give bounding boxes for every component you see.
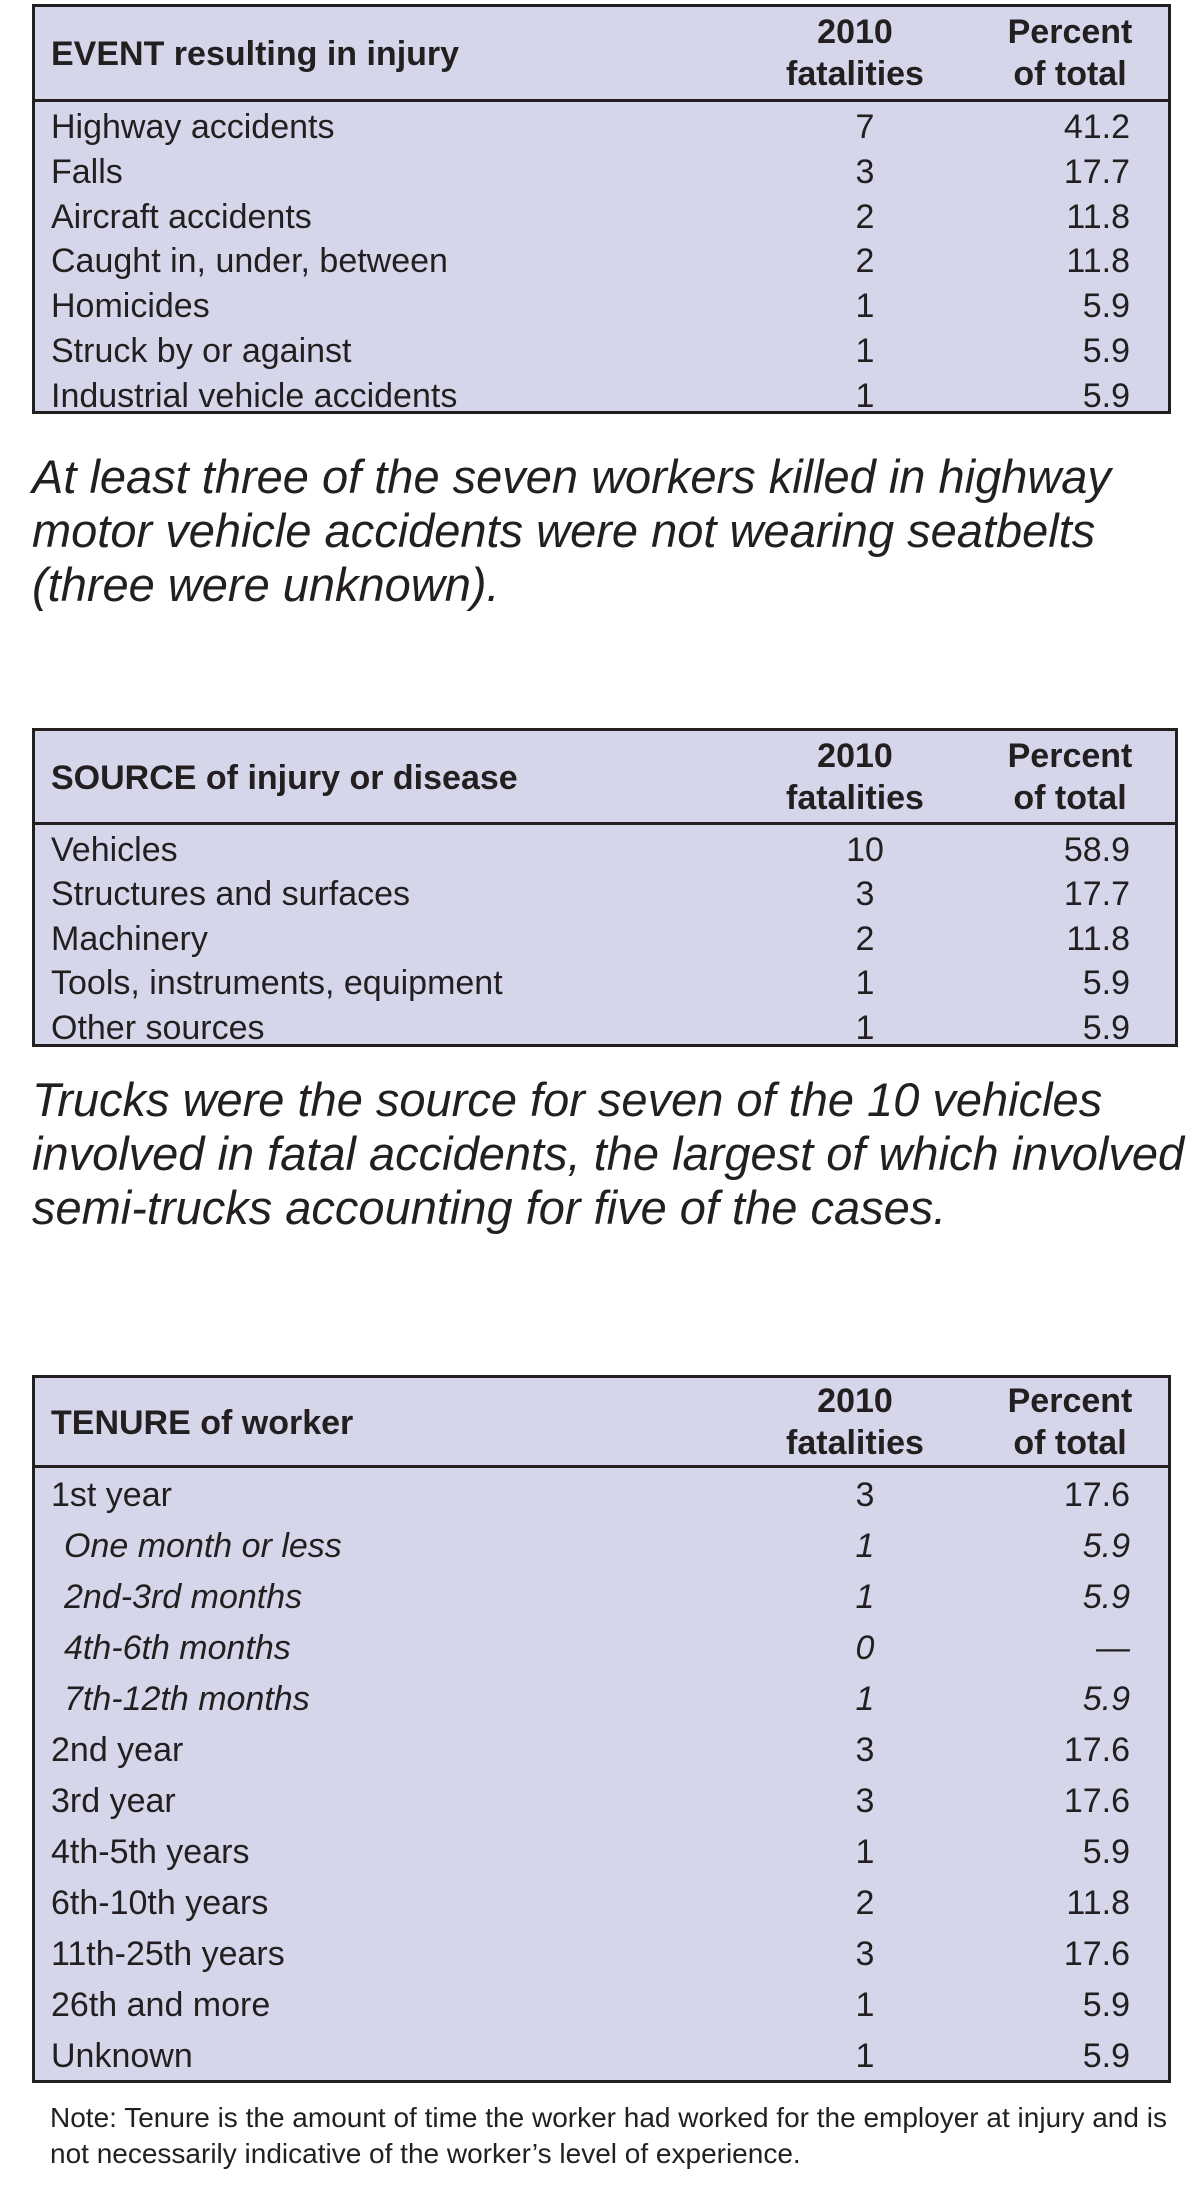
- source-table-body: [35, 825, 1175, 1050]
- event-row-label: Highway accidents: [51, 108, 335, 146]
- source-row: [35, 872, 1175, 916]
- source-row-fatalities: 2: [855, 919, 875, 958]
- event-row-percent: 5.9: [1082, 331, 1130, 370]
- tenure-table-header: [35, 1378, 1168, 1468]
- source-table-header: [35, 731, 1175, 825]
- tenure-row-percent: 5.9: [1082, 1578, 1130, 1616]
- tenure-row-fatalities: 1: [855, 1578, 875, 1616]
- tenure-row: [35, 1878, 1168, 1929]
- tenure-row: [35, 1623, 1168, 1674]
- tenure-fatalities-header: 2010 fatalities: [786, 1382, 924, 1462]
- event-table-title: EVENT resulting in injury: [51, 35, 460, 73]
- event-row-label: Struck by or against: [51, 331, 352, 370]
- tenure-row-fatalities: 1: [855, 1527, 875, 1565]
- event-row-fatalities: 1: [855, 376, 875, 415]
- tenure-row-label: 6th-10th years: [51, 1884, 269, 1922]
- source-note: Trucks were the source for seven of the 10 vehicles involved in fatal accidents, the largest of which involved semi-trucks accounting for five of the cases.: [32, 1073, 1185, 1234]
- source-row-percent: 58.9: [1063, 831, 1130, 869]
- tenure-row: [35, 1980, 1168, 2031]
- tenure-row: [35, 1725, 1168, 1776]
- event-row-percent: 11.8: [1066, 242, 1130, 281]
- tenure-row: [35, 1470, 1168, 1521]
- tenure-table-body: [35, 1468, 1168, 2082]
- event-row-fatalities: 7: [855, 108, 875, 146]
- tenure-row-percent: 17.6: [1063, 1782, 1130, 1820]
- event-row-fatalities: 2: [855, 242, 875, 281]
- event-row-fatalities: 1: [855, 331, 875, 370]
- event-row-label: Industrial vehicle accidents: [51, 376, 458, 415]
- tenure-row-fatalities: 1: [855, 1986, 875, 2024]
- event-table: [32, 4, 1171, 414]
- tenure-row-label: One month or less: [64, 1527, 342, 1565]
- tenure-row: [35, 1776, 1168, 1827]
- event-row: [35, 105, 1168, 150]
- tenure-row: [35, 1827, 1168, 1878]
- tenure-row: [35, 1674, 1168, 1725]
- tenure-row-percent: 5.9: [1082, 2037, 1130, 2075]
- tenure-row-label: Unknown: [51, 2037, 193, 2075]
- event-row-percent: 5.9: [1082, 376, 1130, 415]
- tenure-row-fatalities: 3: [855, 1476, 875, 1514]
- tenure-row-label: 26th and more: [51, 1986, 271, 2024]
- event-row-label: Homicides: [51, 287, 210, 326]
- tenure-table: [32, 1375, 1171, 2083]
- tenure-row-percent: 17.6: [1063, 1731, 1130, 1769]
- tenure-row-label: 11th-25th years: [51, 1935, 285, 1973]
- tenure-row-fatalities: 0: [855, 1629, 875, 1667]
- tenure-row-fatalities: 3: [855, 1782, 875, 1820]
- tenure-row-fatalities: 1: [855, 1680, 875, 1718]
- source-table-title: SOURCE of injury or disease: [51, 759, 518, 797]
- tenure-row-percent: 5.9: [1082, 1833, 1130, 1871]
- event-row-fatalities: 2: [855, 197, 875, 236]
- event-row-label: Aircraft accidents: [51, 197, 312, 236]
- source-row-label: Vehicles: [51, 831, 178, 869]
- event-row-fatalities: 1: [855, 287, 875, 326]
- tenure-row-label: 3rd year: [51, 1782, 176, 1820]
- source-row-percent: 5.9: [1082, 1008, 1130, 1047]
- tenure-row-fatalities: 3: [855, 1731, 875, 1769]
- tenure-row-percent: 17.6: [1063, 1476, 1130, 1514]
- source-row-label: Structures and surfaces: [51, 875, 411, 914]
- event-row-label: Falls: [51, 152, 123, 191]
- tenure-row: [35, 2031, 1168, 2082]
- source-fatalities-header: 2010 fatalities: [786, 737, 924, 817]
- event-row: [35, 150, 1168, 195]
- tenure-row-percent: 5.9: [1082, 1986, 1130, 2024]
- tenure-percent-header: Percent of total: [1007, 1382, 1133, 1462]
- tenure-row-label: 2nd-3rd months: [64, 1578, 303, 1616]
- source-row: [35, 828, 1175, 872]
- source-row-percent: 5.9: [1082, 964, 1130, 1003]
- source-row-label: Tools, instruments, equipment: [51, 964, 503, 1003]
- tenure-row-percent: 17.6: [1063, 1935, 1130, 1973]
- event-percent-header: Percent of total: [1007, 13, 1133, 93]
- event-table-body: [35, 102, 1168, 419]
- event-row: [35, 329, 1168, 374]
- event-row: [35, 239, 1168, 284]
- event-row-label: Caught in, under, between: [51, 242, 448, 281]
- event-row: [35, 284, 1168, 329]
- source-row-fatalities: 1: [855, 1008, 875, 1047]
- source-row-percent: 17.7: [1063, 875, 1130, 914]
- source-row-percent: 11.8: [1066, 919, 1130, 958]
- tenure-row-label: 2nd year: [51, 1731, 184, 1769]
- tenure-row-percent: —: [1096, 1629, 1130, 1667]
- source-percent-header: Percent of total: [1007, 737, 1133, 817]
- tenure-row-fatalities: 1: [855, 2037, 875, 2075]
- tenure-row-label: 7th-12th months: [64, 1680, 310, 1718]
- tenure-row: [35, 1572, 1168, 1623]
- source-row: [35, 917, 1175, 961]
- tenure-row: [35, 1929, 1168, 1980]
- event-row: [35, 374, 1168, 419]
- source-row: [35, 961, 1175, 1005]
- source-row-label: Machinery: [51, 919, 208, 958]
- source-row-fatalities: 3: [855, 875, 875, 914]
- tenure-row-fatalities: 2: [855, 1884, 875, 1922]
- event-row-percent: 41.2: [1063, 108, 1130, 146]
- event-row: [35, 195, 1168, 240]
- source-table: [32, 728, 1178, 1047]
- tenure-row-fatalities: 1: [855, 1833, 875, 1871]
- tenure-row-fatalities: 3: [855, 1935, 875, 1973]
- tenure-table-title: TENURE of worker: [51, 1404, 354, 1442]
- tenure-row-percent: 5.9: [1082, 1527, 1130, 1565]
- event-row-percent: 5.9: [1082, 287, 1130, 326]
- tenure-row-label: 4th-5th years: [51, 1833, 250, 1871]
- event-table-header: [35, 7, 1168, 102]
- tenure-row: [35, 1521, 1168, 1572]
- tenure-row-label: 1st year: [51, 1476, 172, 1514]
- event-note: At least three of the seven workers killed in highway motor vehicle accidents were not wearing seatbelts (three were unknown).: [32, 450, 1111, 611]
- source-row: [35, 1006, 1175, 1050]
- tenure-row-percent: 11.8: [1066, 1884, 1130, 1922]
- event-fatalities-header: 2010 fatalities: [786, 13, 924, 93]
- tenure-row-label: 4th-6th months: [64, 1629, 291, 1667]
- tenure-footnote: Note: Tenure is the amount of time the worker had worked for the employer at injury and is not necessarily indicative of the worker’s level of experience.: [50, 2102, 1167, 2169]
- source-row-label: Other sources: [51, 1008, 265, 1047]
- event-row-percent: 11.8: [1066, 197, 1130, 236]
- event-row-percent: 17.7: [1063, 152, 1130, 191]
- source-row-fatalities: 1: [855, 964, 875, 1003]
- tenure-row-percent: 5.9: [1082, 1680, 1130, 1718]
- event-row-fatalities: 3: [855, 152, 875, 191]
- source-row-fatalities: 10: [846, 831, 884, 869]
